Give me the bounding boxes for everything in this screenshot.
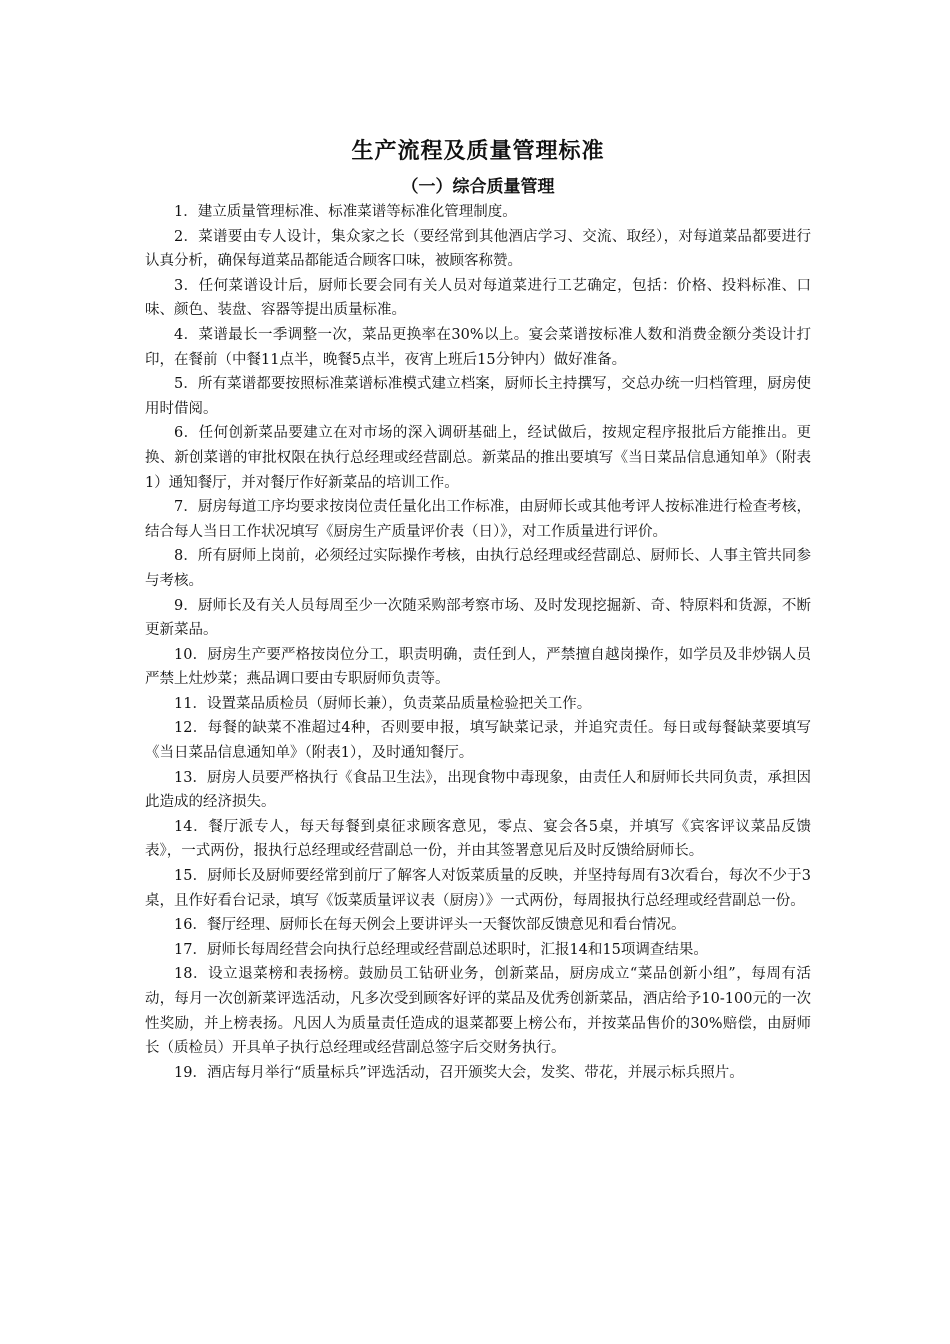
- paragraph-2: 2．菜谱要由专人设计，集众家之长（要经常到其他酒店学习、交流、取经），对每道菜品都要进行认真分析，确保每道菜品都能适合顾客口味，被顾客称赞。: [145, 228, 811, 270]
- paragraph-8: 8．所有厨师上岗前，必须经过实际操作考核，由执行总经理或经营副总、厨师长、人事主管共同参与考核。: [145, 548, 811, 589]
- paragraph-1: 1．建立质量管理标准、标准菜谱等标准化管理制度。: [174, 204, 517, 220]
- document-title: 生产流程及质量管理标准: [351, 139, 605, 164]
- paragraph-15: 15．厨师长及厨师要经常到前厅了解客人对饭菜质量的反映，并坚持每周有3次看台，每次不少于3桌，且作好看台记录，填写《饭菜质量评议表（厨房）》一式两份，每周报执行总经理或经营副总一份。: [145, 868, 811, 909]
- section-heading: （一）综合质量管理: [401, 177, 555, 197]
- paragraph-list: [145, 200, 811, 1085]
- paragraph-3: 3．任何菜谱设计后，厨师长要会同有关人员对每道菜进行工艺确定，包括：价格、投料标准、口味、颜色、装盘、容器等提出质量标准。: [145, 277, 811, 319]
- paragraph-10: 10．厨房生产要严格按岗位分工，职责明确，责任到人，严禁擅自越岗操作，如学员及非炒锅人员严禁上灶炒菜；燕品调口要由专职厨师负责等。: [145, 646, 811, 688]
- document-page: [145, 136, 811, 1085]
- paragraph-11: 11．设置菜品质检员（厨师长兼），负责菜品质量检验把关工作。: [174, 695, 592, 712]
- paragraph-19: 19．酒店每月举行“质量标兵”评选活动，召开颁奖大会，发奖、带花，并展示标兵照片。: [174, 1064, 744, 1081]
- paragraph-12: 12．每餐的缺菜不准超过4种，否则要申报，填写缺菜记录，并追究责任。每日或每餐缺菜要填写《当日菜品信息通知单》（附表1），及时通知餐厅。: [145, 720, 811, 762]
- paragraph-9: 9．厨师长及有关人员每周至少一次随采购部考察市场、及时发现挖掘新、奇、特原料和货源，不断更新菜品。: [145, 597, 811, 639]
- paragraph-7: 7．厨房每道工序均要求按岗位责任量化出工作标准，由厨师长或其他考评人按标准进行检查考核，结合每人当日工作状况填写《厨房生产质量评价表（日）》，对工作质量进行评价。: [145, 499, 811, 540]
- paragraph-16: 16．餐厅经理、厨师长在每天例会上要讲评头一天餐饮部反馈意见和看台情况。: [174, 917, 686, 934]
- paragraph-17: 17．厨师长每周经营会向执行总经理或经营副总述职时，汇报14和15项调查结果。: [174, 941, 708, 958]
- paragraph-18: 18．设立退菜榜和表扬榜。鼓励员工钻研业务，创新菜品，厨房成立“菜品创新小组”，每周有活动，每月一次创新菜评选活动，凡多次受到顾客好评的菜品及优秀创新菜品，酒店给予10-100元的一次性奖励，并上榜表扬。凡因人为质量责任造成的退菜都要上榜公布，并按菜品售价的30%赔偿，由厨师长（质检员）开具单子执行总经理或经营副总签字后交财务执行。: [145, 966, 811, 1057]
- paragraph-13: 13．厨房人员要严格执行《食品卫生法》，出现食物中毒现象，由责任人和厨师长共同负责，承担因此造成的经济损失。: [145, 769, 811, 811]
- paragraph-6: 6．任何创新菜品要建立在对市场的深入调研基础上，经试做后，按规定程序报批后方能推出。更换、新创菜谱的审批权限在执行总经理或经营副总。新菜品的推出要填写《当日菜品信息通知单》（附表1）通知餐厅，并对餐厅作好新菜品的培训工作。: [145, 425, 811, 491]
- paragraph-14: 14．餐厅派专人，每天每餐到桌征求顾客意见，零点、宴会各5桌，并填写《宾客评议菜品反馈表》，一式两份，报执行总经理或经营副总一份，并由其签署意见后及时反馈给厨师长。: [145, 818, 811, 860]
- paragraph-4: 4．菜谱最长一季调整一次，菜品更换率在30%以上。宴会菜谱按标准人数和消费金额分类设计打印，在餐前（中餐11点半，晚餐5点半，夜宵上班后15分钟内）做好准备。: [145, 326, 811, 368]
- paragraph-5: 5．所有菜谱都要按照标准菜谱标准模式建立档案，厨师长主持撰写，交总办统一归档管理，厨房使用时借阅。: [145, 376, 811, 417]
